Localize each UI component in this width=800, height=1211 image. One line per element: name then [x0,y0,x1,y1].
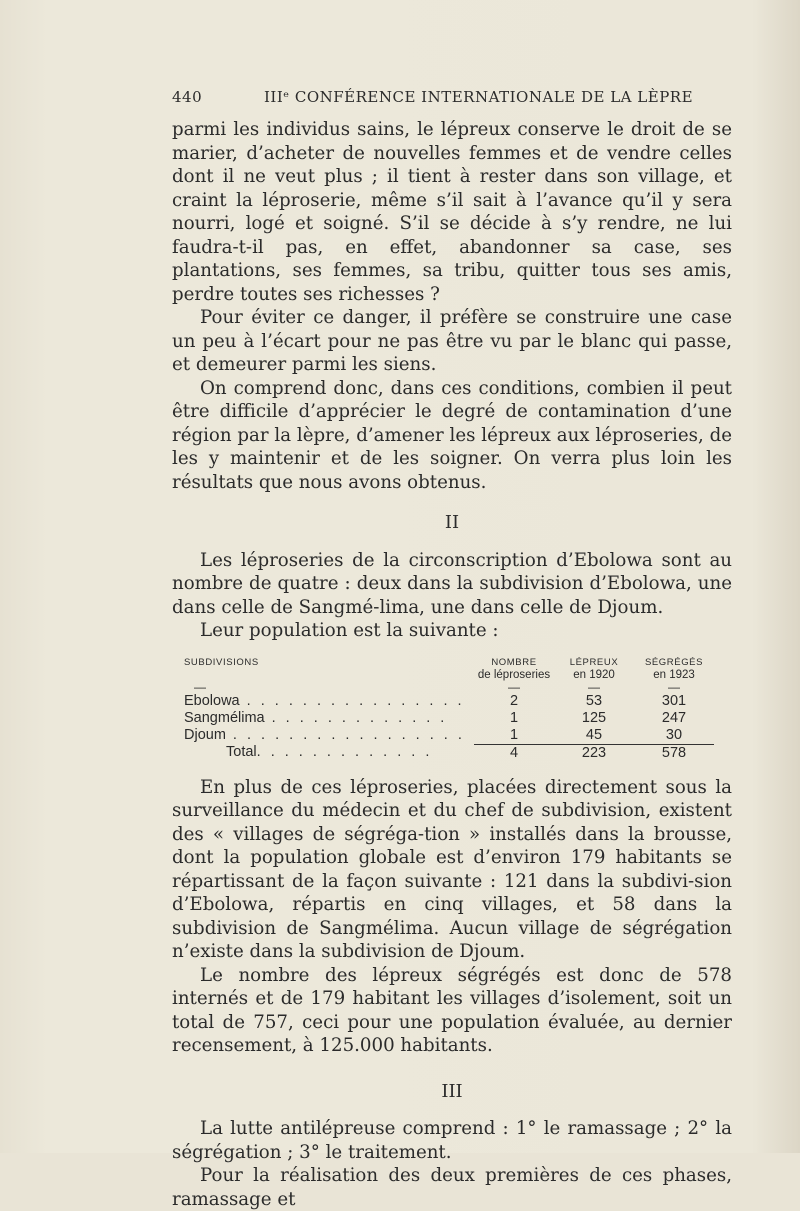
subdivision-name: Ebolowa [184,692,240,709]
paragraph-7: Le nombre des lépreux ségrégés est donc de 578 internés et de 179 habitant les villages d’isolement, soit un total de 757, ceci pour une population évaluée, au dernier recensement, à 125.000 habitants. [172,964,732,1056]
cell-leproseries: 1 [474,727,554,745]
cell-lepreux: 125 [581,709,607,726]
dash: — [668,679,680,694]
header-segreges-sub: en 1923 [653,668,695,681]
cell-segreges: 247 [661,709,687,726]
header-segreges-top: SÉGRÉGÉS [644,656,704,668]
total-name: Total [226,744,257,761]
dot-leaders: . . . . . . . . . . . . . . . . . [225,726,465,743]
total-leproseries: 4 [509,744,519,761]
cell-leproseries: 1 [509,709,519,726]
row-label [184,710,474,727]
cell-lepreux: 45 [554,727,634,745]
total-lepreux: 223 [581,744,607,761]
cell-segreges: 301 [661,692,687,709]
page-body [172,118,732,1211]
cell-segreges: 30 [634,727,714,745]
dash: — [588,679,600,694]
paragraph-3: On comprend donc, dans ces conditions, combien il peut être difficile d’apprécier le degré de contamination d’une région par la lèpre, d’amener les lépreux aux léproseries, de les y maintenir et de les soigner. On verra plus loin les résultats que nous avons obtenus. [172,377,732,493]
table-row [184,727,714,745]
paragraph-5: Leur population est la suivante : [200,620,499,641]
header-lepreux-sub: en 1920 [573,668,615,681]
paragraph-4: Les léproseries de la circonscription d’Ebolowa sont au nombre de quatre : deux dans la subdivision d’Ebolowa, une dans celle de Sangmé-lima, une dans celle de Djoum. [172,549,732,618]
paragraph-8: La lutte antilépreuse comprend : 1° le ramassage ; 2° la ségrégation ; 3° le traitement. [172,1118,732,1163]
paragraph-6: En plus de ces léproseries, placées directement sous la surveillance du médecin et du chef de subdivision, existent des « villages de ségréga-tion » installés dans la brousse, dont la population globale est d’environ 179 habitants se répartissant de la façon suivante : 121 dans la subdivi-sion d’Ebolowa, répartis en cinq villages, et 58 dans la subdivision de Sangmélima. Aucun village de ségrégation n’existe dans la subdivision de Djoum. [172,776,732,962]
dash: — [194,679,206,694]
paragraph-2: Pour éviter ce danger, il préfère se construire une case un peu à l’écart pour ne pas être vu par le blanc qui passe, et demeurer parmi les siens. [172,307,732,375]
row-label [184,727,474,745]
paragraph-1: parmi les individus sains, le lépreux conserve le droit de se marier, d’acheter de nouvelles femmes et de vendre celles dont il ne veut plus ; il tient à rester dans son village, et craint la léproserie, même s’il sait à l’avance qu’il y sera nourri, logé et soigné. S’il se décide à s’y rendre, ne lui faudra-t-il pas, en effet, abandonner sa case, ses plantations, ses femmes, sa tribu, quitter tous ses amis, perdre toutes ses richesses ? [172,119,732,305]
section-heading-2: II [444,512,460,533]
subdivision-name: Djoum [184,726,226,743]
population-table [184,657,714,762]
subdivision-name: Sangmélima [184,709,265,726]
running-title: IIIᵉ CONFÉRENCE INTERNATIONALE DE LA LÈPRE [264,88,694,106]
paragraph-9: Pour la réalisation des deux premières de ces phases, ramassage et [172,1165,732,1210]
table-dash-row [184,681,714,693]
section-heading-3: III [441,1080,463,1102]
table-row [184,710,714,727]
total-segreges: 578 [661,744,687,761]
header-lepreux [554,657,634,681]
page-number: 440 [172,88,203,106]
header-segreges [634,657,714,681]
table-total-row [184,744,714,762]
header-subdivisions: SUBDIVISIONS [184,656,259,668]
row-label [184,693,474,710]
cell-leproseries: 2 [509,692,519,709]
table-row [184,693,714,710]
dot-leaders: . . . . . . . . . . . . . [256,744,433,761]
header-leproseries [474,657,554,681]
header-lepreux-top: LÉPREUX [569,656,619,668]
cell-lepreux: 53 [585,692,603,709]
table-header-row [184,657,714,681]
dash: — [508,679,520,694]
dot-leaders: . . . . . . . . . . . . . [264,709,448,726]
total-label [184,744,474,762]
dot-leaders: . . . . . . . . . . . . . . . . [239,692,465,709]
header-leproseries-sub: de léproseries [477,668,551,681]
header-leproseries-top: NOMBRE [491,656,537,668]
